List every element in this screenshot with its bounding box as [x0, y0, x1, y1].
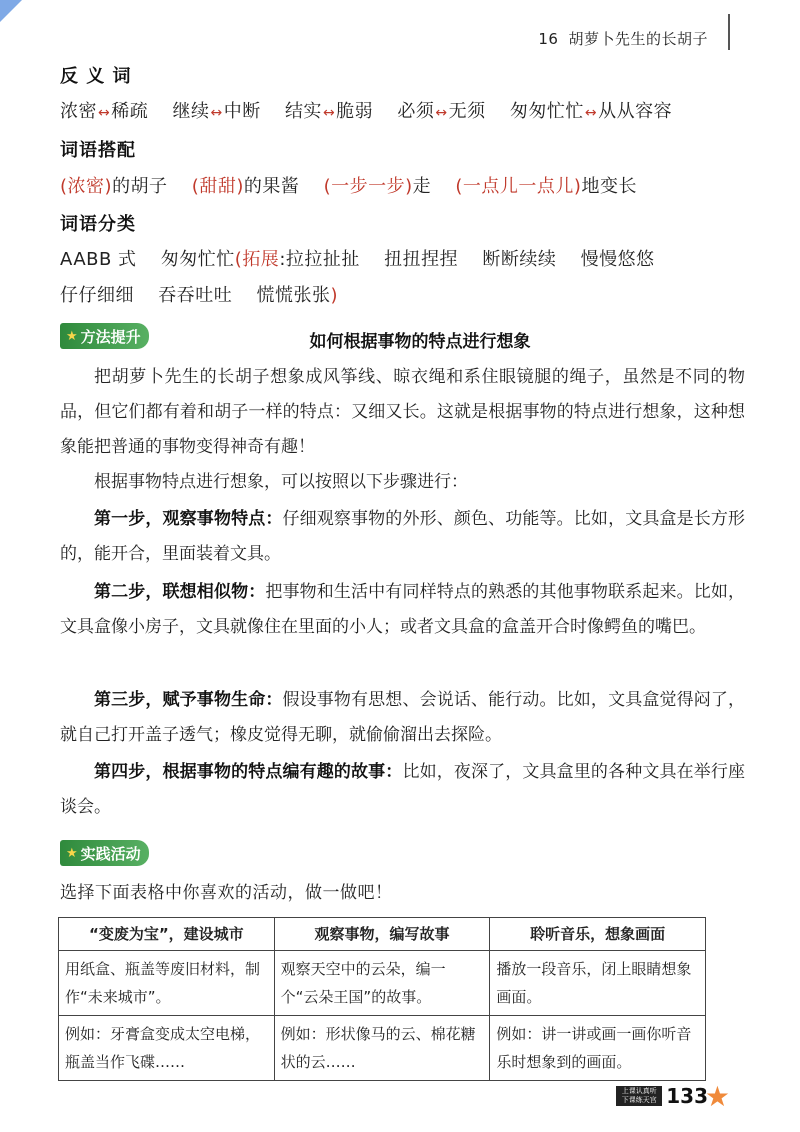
- steps-intro: 根据事物特点进行想象，可以按照以下步骤进行：: [94, 472, 468, 492]
- star-icon: ★: [66, 845, 78, 861]
- double-arrow-icon: ↔: [584, 105, 598, 121]
- table-header-cell: 观察事物，编写故事: [274, 918, 490, 951]
- table-header-row: [59, 918, 706, 951]
- corner-decoration: [0, 0, 22, 22]
- table-cell: 例如：牙膏盒变成太空电梯，瓶盖当作飞碟……: [59, 1016, 275, 1081]
- page-header: [538, 28, 708, 49]
- page-footer: [616, 1084, 708, 1108]
- table-cell: 例如：讲一讲或画一画你听音乐时想象到的画面。: [490, 1016, 706, 1081]
- classification-line-1: AABB 式 匆匆忙忙(拓展:拉拉扯扯 扭扭捏捏 断断续续 慢慢悠悠: [60, 249, 655, 270]
- table-cell: 播放一段音乐，闭上眼睛想象画面。: [490, 951, 706, 1016]
- step-3: 第三步，赋予事物生命：假设事物有思想、会说话、能行动。比如，文具盒觉得闷了，就自己打开盖子透气；橡皮觉得无聊，就偷偷溜出去探险。: [60, 690, 746, 745]
- double-arrow-icon: ↔: [210, 105, 223, 121]
- method-intro: 把胡萝卜先生的长胡子想象成风筝线、晾衣绳和系住眼镜腿的绳子，虽然是不同的物品，但它们都有着和胡子一样的特点：又细又长。这就是根据事物的特点进行想象，这种想象能把普通的事物变得神奇有趣！: [60, 367, 745, 457]
- antonym-pair: 匆匆忙忙↔从从容容: [509, 101, 673, 122]
- lesson-title: 胡萝卜先生的长胡子: [568, 30, 708, 48]
- collocation-item: (甜甜)的果酱: [191, 176, 300, 197]
- classification-heading: 词语分类: [60, 214, 136, 235]
- collocation-item: (一步一步)走: [323, 176, 432, 197]
- collocation-item: (浓密)的胡子: [60, 176, 168, 197]
- star-icon: ★: [66, 328, 78, 344]
- double-arrow-icon: ↔: [435, 105, 448, 121]
- footer-label: 上课认真听 下课练天宫: [616, 1086, 662, 1106]
- antonyms-heading: 反 义 词: [60, 66, 132, 87]
- double-arrow-icon: ↔: [98, 105, 111, 121]
- collocation-heading: 词语搭配: [60, 140, 136, 161]
- table-row: [59, 1016, 706, 1081]
- page-number: 133: [666, 1084, 708, 1108]
- antonym-pair: 继续↔中断: [172, 101, 261, 122]
- activity-table: [58, 917, 706, 1081]
- table-cell: 观察天空中的云朵，编一个“云朵王国”的故事。: [274, 951, 490, 1016]
- step-1: 第一步，观察事物特点：仔细观察事物的外形、颜色、功能等。比如，文具盒是长方形的，能开合，里面装着文具。: [60, 509, 746, 564]
- step-4: 第四步，根据事物的特点编有趣的故事：比如，夜深了，文具盒里的各种文具在举行座谈会。: [60, 762, 746, 817]
- method-badge: ★ 方法提升: [60, 323, 149, 349]
- antonym-pair: 浓密↔稀疏: [60, 101, 149, 122]
- collocation-item: (一点儿一点儿)地变长: [455, 176, 637, 197]
- method-title: 如何根据事物的特点进行想象: [309, 332, 531, 352]
- antonyms-line: [60, 97, 672, 123]
- table-cell: 用纸盒、瓶盖等废旧材料，制作“未来城市”。: [59, 951, 275, 1016]
- table-cell: 例如：形状像马的云、棉花糖状的云……: [274, 1016, 490, 1081]
- practice-badge: ★ 实践活动: [60, 840, 149, 866]
- antonym-pair: 结实↔脆弱: [284, 101, 374, 122]
- collocation-line: [60, 172, 637, 198]
- practice-instruction: 选择下面表格中你喜欢的活动，做一做吧！: [60, 883, 393, 903]
- extend-label: 拓展: [242, 249, 280, 270]
- step-2: 第二步，联想相似物：把事物和生活中有同样特点的熟悉的其他事物联系起来。比如，文具盒像小房子，文具就像住在里面的小人；或者文具盒的盒盖开合时像鳄鱼的嘴巴。: [60, 582, 746, 637]
- double-arrow-icon: ↔: [322, 105, 336, 121]
- mascot-star-icon: ★: [704, 1080, 730, 1113]
- table-header-cell: “变废为宝”，建设城市: [59, 918, 275, 951]
- table-header-cell: 聆听音乐，想象画面: [490, 918, 706, 951]
- lesson-number: 16: [538, 30, 559, 48]
- classification-line-2: 仔仔细细 吞吞吐吐 慌慌张张): [60, 285, 338, 306]
- table-row: [59, 951, 706, 1016]
- antonym-pair: 必须↔无须: [397, 101, 486, 122]
- header-divider: [728, 14, 730, 50]
